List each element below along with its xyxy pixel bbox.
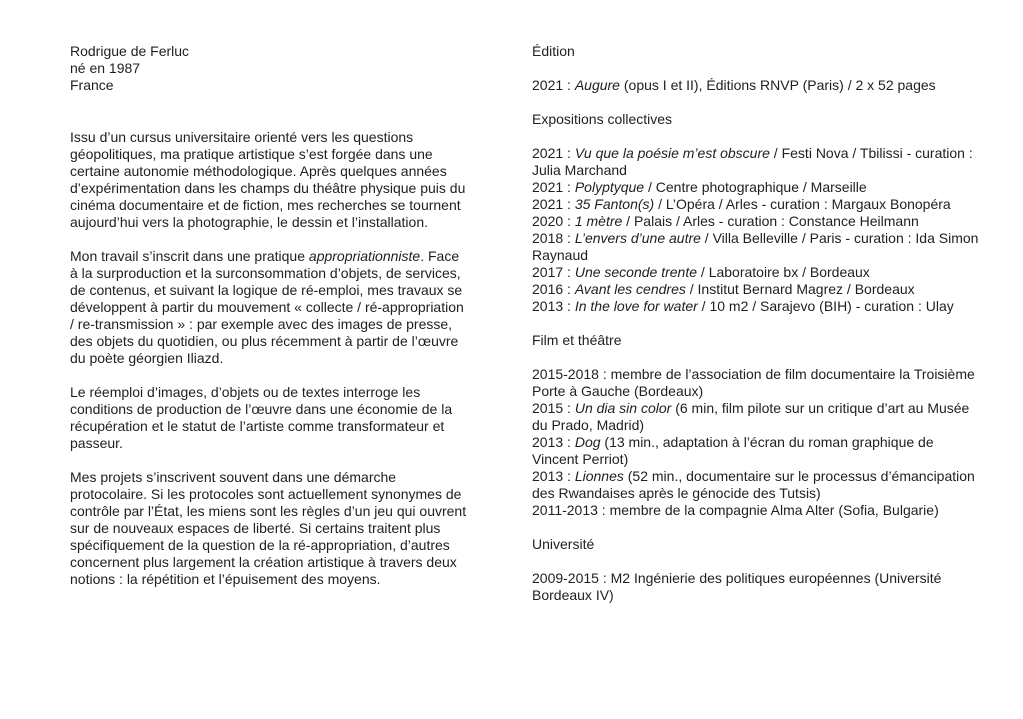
right-column	[532, 43, 980, 719]
bio-paragraph	[70, 129, 468, 231]
cv-entry	[532, 468, 980, 502]
work-title-italic: appropriationniste	[308, 248, 421, 264]
artist-birth-year: né en 1987	[70, 60, 141, 76]
bio-paragraph	[70, 469, 468, 588]
text-segment: 2013 :	[532, 298, 575, 314]
work-title-italic: Augure	[574, 77, 620, 93]
text-segment: / Laboratoire bx / Bordeaux	[697, 264, 870, 280]
text-segment: 2015-2018 : membre de l’association de film documentaire la Troisième Porte à Gauche (Bordeaux)	[532, 366, 975, 399]
work-title-italic: Dog	[574, 434, 601, 450]
text-segment: . Face à la surproduction et la surconsommation d’objets, de services, de contenus, et suivant la logique de ré-emploi, mes travaux se développent à partir du mouvement « collecte / ré-appropriation / re-transmission » : par exemple avec des images de presse, des objets du quotidien, ou plus récemment à partir de l’œuvre du poète géorgien Iliazd.	[70, 248, 464, 366]
work-title-italic: Une seconde trente	[574, 264, 698, 280]
text-segment: 2021 :	[532, 145, 575, 161]
text-segment: 2013 :	[532, 468, 575, 484]
text-segment: 2015 :	[532, 400, 575, 416]
text-segment: (opus I et II), Éditions RNVP (Paris) / 2 x 52 pages	[619, 77, 936, 93]
text-segment: 2013 :	[532, 434, 575, 450]
section-heading: Expositions collectives	[532, 111, 673, 127]
cv-section	[532, 536, 980, 604]
text-segment: 2021 :	[532, 196, 575, 212]
identity-block	[70, 43, 468, 94]
text-segment: 2018 :	[532, 230, 575, 246]
cv-section	[532, 43, 980, 94]
cv-entry	[532, 570, 980, 604]
section-heading: Édition	[532, 43, 575, 59]
text-segment: / 10 m2 / Sarajevo (BIH) - curation : Ulay	[697, 298, 954, 314]
text-segment: (52 min., documentaire sur le processus d’émancipation des Rwandaises après le génocide des Tutsis)	[532, 468, 975, 501]
cv-entry	[532, 213, 980, 230]
text-segment: Mon travail s’inscrit dans une pratique	[70, 248, 309, 264]
work-title-italic: 1 mètre	[574, 213, 623, 229]
artist-country: France	[70, 77, 114, 93]
cv-entry	[532, 400, 980, 434]
text-segment: 2021 :	[532, 179, 575, 195]
work-title-italic: Polyptyque	[574, 179, 645, 195]
cv-entry	[532, 264, 980, 281]
text-segment: / Festi Nova / Tbilissi - curation : Julia Marchand	[532, 145, 973, 178]
text-segment: 2020 :	[532, 213, 575, 229]
cv-entry	[532, 502, 980, 519]
bio-paragraph	[70, 248, 468, 367]
bio-statement	[70, 129, 468, 588]
artist-name: Rodrigue de Ferluc	[70, 43, 190, 59]
text-segment: / Palais / Arles - curation : Constance Heilmann	[622, 213, 919, 229]
cv-entry	[532, 145, 980, 179]
section-heading: Film et théâtre	[532, 332, 622, 348]
cv-entry	[532, 281, 980, 298]
work-title-italic: Un dia sin color	[574, 400, 672, 416]
section-heading: Université	[532, 536, 595, 552]
text-segment: 2017 :	[532, 264, 575, 280]
work-title-italic: Vu que la poésie m’est obscure	[574, 145, 770, 161]
text-segment: (6 min, film pilote sur un critique d’art au Musée du Prado, Madrid)	[532, 400, 970, 433]
cv-entry	[532, 298, 980, 315]
work-title-italic: In the love for water	[574, 298, 698, 314]
text-segment: (13 min., adaptation à l’écran du roman graphique de Vincent Perriot)	[532, 434, 934, 467]
text-segment: Issu d’un cursus universitaire orienté vers les questions géopolitiques, ma pratique artistique s’est forgée dans une certaine autonomie méthodologique. Après quelques années d’expérimentation dans les champs du théâtre physique puis du cinéma documentaire et de fiction, mes recherches se tournent aujourd’hui vers la photographie, le dessin et l’installation.	[70, 129, 466, 230]
cv-entry	[532, 230, 980, 264]
text-segment: / Centre photographique / Marseille	[644, 179, 867, 195]
work-title-italic: Avant les cendres	[574, 281, 686, 297]
cv-entry	[532, 179, 980, 196]
work-title-italic: Lionnes	[574, 468, 624, 484]
cv-entry	[532, 77, 980, 94]
left-column	[70, 43, 468, 719]
cv-entry	[532, 196, 980, 213]
text-segment: 2021 :	[532, 77, 575, 93]
text-segment: / L’Opéra / Arles - curation : Margaux Bonopéra	[654, 196, 951, 212]
cv-section	[532, 332, 980, 519]
cv-section	[532, 111, 980, 315]
text-segment: 2011-2013 : membre de la compagnie Alma Alter (Sofia, Bulgarie)	[532, 502, 939, 518]
cv-entry	[532, 366, 980, 400]
text-segment: / Villa Belleville / Paris - curation : Ida Simon Raynaud	[532, 230, 979, 263]
work-title-italic: L’envers d’une autre	[574, 230, 701, 246]
text-segment: Le réemploi d’images, d’objets ou de textes interroge les conditions de production de l’œuvre dans une économie de la récupération et le statut de l’artiste comme transformateur et passeur.	[70, 384, 453, 451]
cv-entry	[532, 434, 980, 468]
text-segment: 2009-2015 : M2 Ingénierie des politiques européennes (Université Bordeaux IV)	[532, 570, 942, 603]
text-segment: / Institut Bernard Magrez / Bordeaux	[685, 281, 915, 297]
work-title-italic: 35 Fanton(s)	[574, 196, 655, 212]
text-segment: 2016 :	[532, 281, 575, 297]
bio-paragraph	[70, 384, 468, 452]
text-segment: Mes projets s’inscrivent souvent dans une démarche protocolaire. Si les protocoles sont actuellement synonymes de contrôle par l’État, les miens sont les règles d’un jeu qui ouvrent sur de nouveaux espaces de liberté. Si certains traitent plus spécifiquement de la question de la ré-appropriation, d’autres concernent plus largement la création artistique à travers deux notions : la répétition et l’épuisement des moyens.	[70, 469, 467, 587]
